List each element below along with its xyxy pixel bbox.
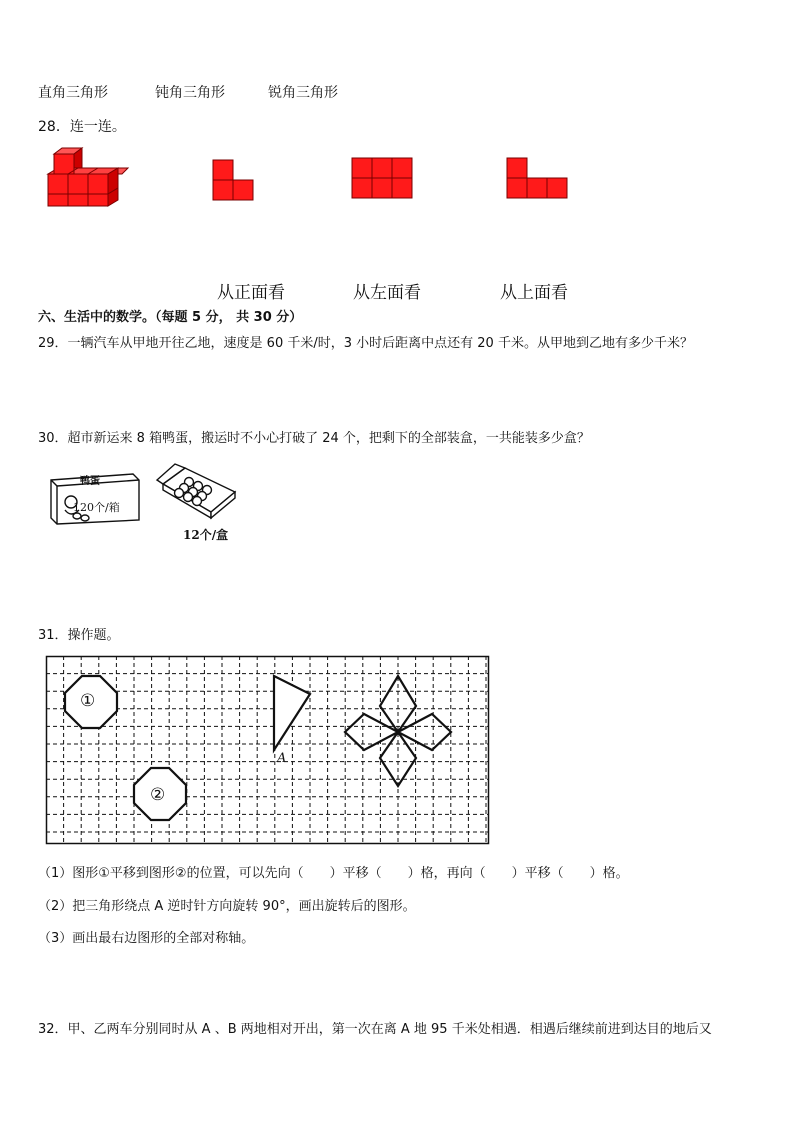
- label-acute-triangle: 锐角三角形: [268, 85, 338, 101]
- egg-carton-icon: [157, 462, 239, 520]
- shape1-label: ①: [80, 691, 96, 711]
- egg-box-title: 鸭蛋: [80, 476, 100, 487]
- dotted-grid-figure: [46, 656, 489, 845]
- view-shape-a: [212, 159, 256, 201]
- view-left-label: 从左面看: [353, 283, 421, 303]
- cube-solid-figure: [44, 145, 128, 209]
- section6-title: 六、生活中的数学。（每题 5 分， 共 30 分）: [38, 310, 303, 325]
- q28-title: 28．连一连。: [38, 119, 126, 135]
- view-shape-c: [506, 157, 570, 201]
- triangle-shape: [274, 676, 310, 750]
- label-obtuse-triangle: 钝角三角形: [155, 85, 225, 101]
- q32-text: 32．甲、乙两车分别同时从 A 、B 两地相对开出，第一次在离 A 地 95 千米处相遇．相遇后继续前进到达目的地后又: [38, 1022, 712, 1037]
- q31-sub3: （3）画出最右边图形的全部对称轴。: [38, 931, 255, 946]
- point-a-label: A: [277, 751, 287, 766]
- shape2-label: ②: [150, 785, 166, 805]
- egg-carton-label: 12个/盒: [183, 528, 229, 542]
- q31-title: 31．操作题。: [38, 628, 120, 643]
- q29-text: 29．一辆汽车从甲地开往乙地，速度是 60 千米/时，3 小时后距离中点还有 20 千米。从甲地到乙地有多少千米？: [38, 336, 693, 351]
- label-right-triangle: 直角三角形: [38, 85, 108, 101]
- view-top-label: 从上面看: [500, 283, 568, 303]
- q31-sub1: （1）图形①平移到图形②的位置，可以先向（ ）平移（ ）格，再向（ ）平移（ ）格。: [38, 866, 629, 881]
- q31-sub2: （2）把三角形绕点 A 逆时针方向旋转 90°，画出旋转后的图形。: [38, 899, 416, 914]
- q30-text: 30．超市新运来 8 箱鸭蛋，搬运时不小心打破了 24 个，把剩下的全部装盒，一共能装多少盒？: [38, 431, 590, 446]
- view-front-label: 从正面看: [217, 283, 285, 303]
- egg-box-label: 120个/箱: [73, 501, 120, 514]
- view-shape-b: [351, 157, 413, 201]
